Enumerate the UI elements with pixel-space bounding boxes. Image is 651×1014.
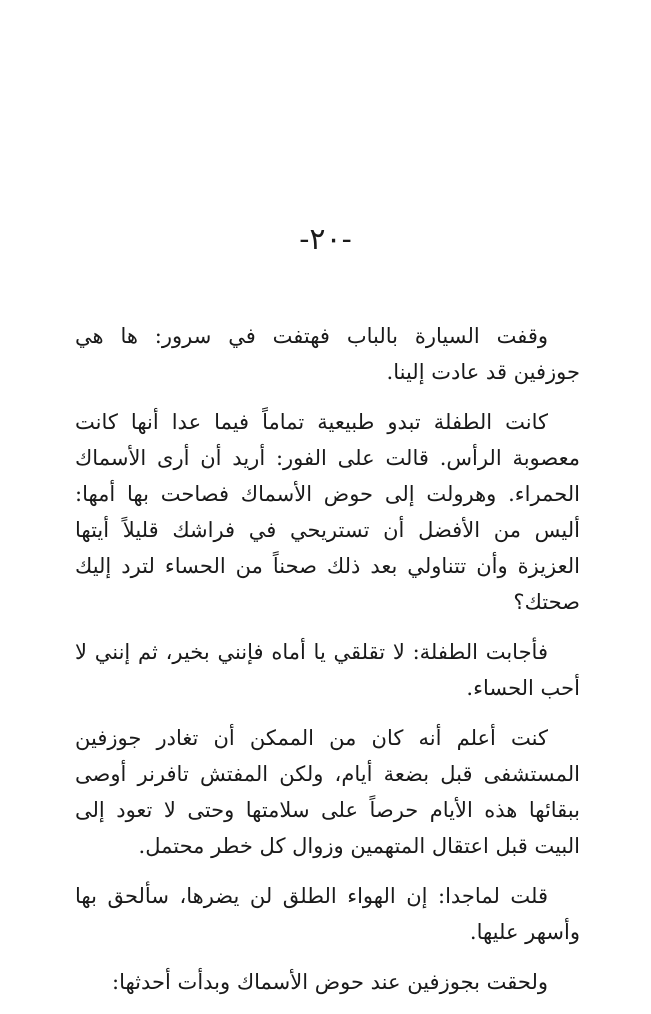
paragraph: قلت لماجدا: إن الهواء الطلق لن يضرها، سألحق بها وأسهر عليها.: [75, 884, 580, 944]
paragraph: وقفت السيارة بالباب فهتفت في سرور: ها هي جوزفين قد عادت إلينا.: [75, 324, 580, 384]
paragraph: كانت الطفلة تبدو طبيعية تماماً فيما عدا أنها كانت معصوبة الرأس. قالت على الفور: أريد أن أرى الأسماك الحمراء. وهرولت إلى حوض الأسماك فصاحت بها أمها: أليس من الأفضل أن تستريحي في فراشك قليلاً أيتها العزيزة وأن تتناولي بعد ذلك صحناً من الحساء لترد إليك صحتك؟: [75, 410, 580, 614]
body-text: [75, 318, 580, 1014]
paragraph: كنت أعلم أنه كان من الممكن أن تغادر جوزفين المستشفى قبل بضعة أيام، ولكن المفتش تافرنر أوصى ببقائها هذه الأيام حرصاً على سلامتها وحتى لا تعود إلى البيت قبل اعتقال المتهمين وزوال كل خطر محتمل.: [75, 726, 580, 858]
paragraph: ولحقت بجوزفين عند حوض الأسماك وبدأت أحدثها:: [112, 970, 548, 994]
paragraph: فأجابت الطفلة: لا تقلقي يا أماه فإنني بخير، ثم إنني لا أحب الحساء.: [75, 640, 580, 700]
page-number: -٢٠-: [299, 222, 352, 257]
